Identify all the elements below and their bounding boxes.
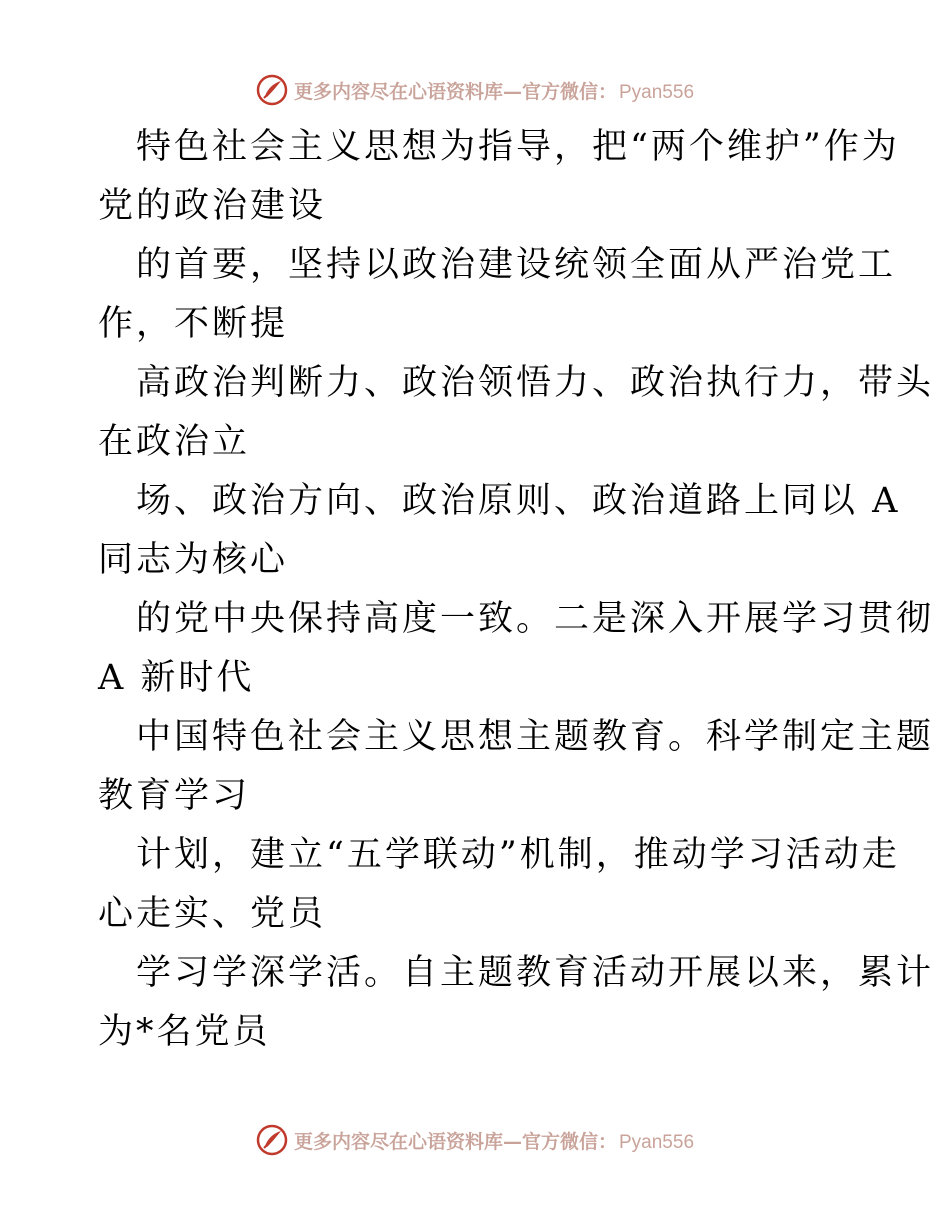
- paragraph-line: 心走实、党员: [98, 894, 327, 934]
- red-quill-logo-icon: [256, 1124, 288, 1156]
- watermark-text: 更多内容尽在心语资料库—官方微信： Pyan556: [293, 80, 695, 103]
- document-body: [98, 118, 935, 1062]
- paragraph-line: 的党中央保持高度一致。二是深入开展学习贯彻: [136, 599, 935, 639]
- paragraph-line: 作，不断提: [98, 304, 289, 344]
- paragraph-line: 的首要，坚持以政治建设统领全面从严治党工: [136, 245, 897, 285]
- paragraph-line: 高政治判断力、政治领悟力、政治执行力，带头: [136, 363, 935, 403]
- paragraph-line: 中国特色社会主义思想主题教育。科学制定主题: [136, 717, 935, 757]
- watermark-id: Pyan556: [619, 81, 695, 103]
- paragraph-line: 党的政治建设: [98, 186, 327, 226]
- watermark-id: Pyan556: [619, 1131, 695, 1153]
- watermark-text: 更多内容尽在心语资料库—官方微信： Pyan556: [293, 1130, 695, 1153]
- paragraph-line: 在政治立: [98, 422, 251, 462]
- paragraph-line: 教育学习: [98, 776, 251, 816]
- paragraph-line: A 新时代: [98, 658, 255, 698]
- header-watermark: [0, 70, 950, 110]
- paragraph-line: 场、政治方向、政治原则、政治道路上同以 A: [136, 481, 901, 521]
- red-quill-logo-icon: [256, 74, 288, 106]
- footer-watermark: [0, 1120, 950, 1160]
- paragraph-line: 特色社会主义思想为指导，把“两个维护”作为: [136, 127, 900, 167]
- paragraph-line: 计划，建立“五学联动”机制，推动学习活动走: [136, 835, 900, 875]
- paragraph-line: 学习学深学活。自主题教育活动开展以来，累计: [136, 953, 935, 993]
- paragraph-line: 为*名党员: [98, 1012, 271, 1052]
- paragraph-line: 同志为核心: [98, 540, 289, 580]
